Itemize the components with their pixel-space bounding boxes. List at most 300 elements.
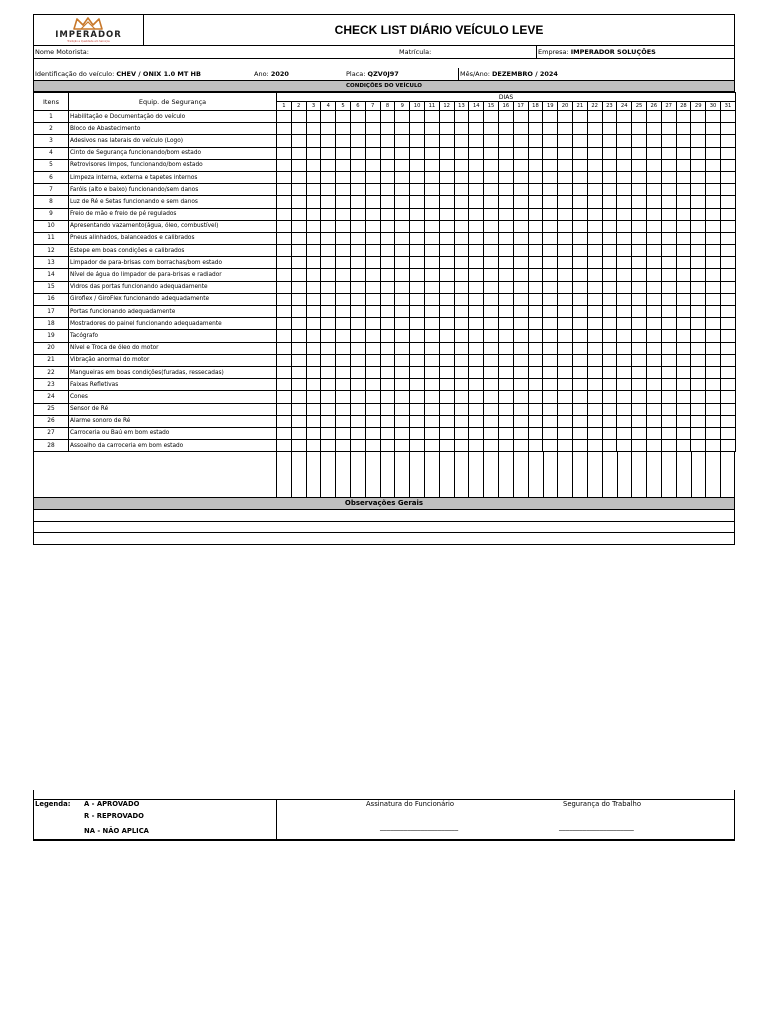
day-check-cell[interactable] [484, 208, 499, 220]
day-check-cell[interactable] [336, 111, 351, 123]
day-check-cell[interactable] [676, 196, 691, 208]
day-check-cell[interactable] [410, 427, 425, 439]
day-check-cell[interactable] [336, 427, 351, 439]
day-check-cell[interactable] [528, 379, 543, 391]
day-check-cell[interactable] [572, 330, 587, 342]
day-check-cell[interactable] [617, 330, 632, 342]
day-check-cell[interactable] [306, 232, 321, 244]
day-check-cell[interactable] [602, 208, 617, 220]
day-check-cell[interactable] [424, 366, 439, 378]
day-check-cell[interactable] [558, 123, 573, 135]
day-check-cell[interactable] [587, 257, 602, 269]
day-check-cell[interactable] [691, 171, 706, 183]
day-check-cell[interactable] [439, 354, 454, 366]
day-check-cell[interactable] [528, 220, 543, 232]
day-check-cell[interactable] [469, 342, 484, 354]
observacao-line[interactable] [33, 533, 735, 545]
day-check-cell[interactable] [720, 354, 735, 366]
day-check-cell[interactable] [291, 135, 306, 147]
day-check-cell[interactable] [395, 293, 410, 305]
day-check-cell[interactable] [424, 111, 439, 123]
day-check-cell[interactable] [720, 403, 735, 415]
day-check-cell[interactable] [380, 391, 395, 403]
day-check-cell[interactable] [691, 196, 706, 208]
day-check-cell[interactable] [528, 196, 543, 208]
day-check-cell[interactable] [277, 147, 292, 159]
day-check-cell[interactable] [336, 123, 351, 135]
day-check-cell[interactable] [306, 159, 321, 171]
day-check-cell[interactable] [277, 391, 292, 403]
day-check-cell[interactable] [306, 171, 321, 183]
day-check-cell[interactable] [365, 379, 380, 391]
day-check-cell[interactable] [380, 220, 395, 232]
day-check-cell[interactable] [454, 196, 469, 208]
day-check-cell[interactable] [380, 208, 395, 220]
day-check-cell[interactable] [424, 208, 439, 220]
day-check-cell[interactable] [277, 196, 292, 208]
day-check-cell[interactable] [706, 318, 721, 330]
day-check-cell[interactable] [602, 354, 617, 366]
day-check-cell[interactable] [617, 184, 632, 196]
day-check-cell[interactable] [617, 220, 632, 232]
day-check-cell[interactable] [321, 208, 336, 220]
day-check-cell[interactable] [336, 403, 351, 415]
day-check-cell[interactable] [617, 391, 632, 403]
day-check-cell[interactable] [691, 208, 706, 220]
day-check-cell[interactable] [558, 366, 573, 378]
day-check-cell[interactable] [706, 330, 721, 342]
day-check-cell[interactable] [277, 330, 292, 342]
day-check-cell[interactable] [291, 342, 306, 354]
day-check-cell[interactable] [513, 293, 528, 305]
day-check-cell[interactable] [380, 403, 395, 415]
day-check-cell[interactable] [720, 147, 735, 159]
day-check-cell[interactable] [572, 196, 587, 208]
day-check-cell[interactable] [469, 293, 484, 305]
day-check-cell[interactable] [291, 147, 306, 159]
day-check-cell[interactable] [706, 135, 721, 147]
day-check-cell[interactable] [454, 318, 469, 330]
day-check-cell[interactable] [410, 171, 425, 183]
day-check-cell[interactable] [558, 427, 573, 439]
day-check-cell[interactable] [380, 171, 395, 183]
day-check-cell[interactable] [484, 159, 499, 171]
day-check-cell[interactable] [365, 354, 380, 366]
day-check-cell[interactable] [395, 318, 410, 330]
day-check-cell[interactable] [321, 232, 336, 244]
day-check-cell[interactable] [661, 269, 676, 281]
day-check-cell[interactable] [646, 232, 661, 244]
day-check-cell[interactable] [646, 159, 661, 171]
day-check-cell[interactable] [646, 342, 661, 354]
day-check-cell[interactable] [661, 208, 676, 220]
day-check-cell[interactable] [277, 354, 292, 366]
day-check-cell[interactable] [439, 379, 454, 391]
day-check-cell[interactable] [439, 281, 454, 293]
day-check-cell[interactable] [661, 293, 676, 305]
day-check-cell[interactable] [365, 269, 380, 281]
day-check-cell[interactable] [587, 415, 602, 427]
day-check-cell[interactable] [350, 403, 365, 415]
day-check-cell[interactable] [439, 123, 454, 135]
day-check-cell[interactable] [277, 293, 292, 305]
day-check-cell[interactable] [661, 135, 676, 147]
day-check-cell[interactable] [646, 427, 661, 439]
day-check-cell[interactable] [558, 220, 573, 232]
day-check-cell[interactable] [676, 257, 691, 269]
day-check-cell[interactable] [350, 440, 365, 452]
day-check-cell[interactable] [720, 342, 735, 354]
day-check-cell[interactable] [439, 257, 454, 269]
day-check-cell[interactable] [646, 306, 661, 318]
day-check-cell[interactable] [291, 171, 306, 183]
day-check-cell[interactable] [277, 366, 292, 378]
day-check-cell[interactable] [350, 391, 365, 403]
day-check-cell[interactable] [277, 220, 292, 232]
assinatura-line[interactable]: _______________________ [380, 823, 459, 831]
day-check-cell[interactable] [572, 220, 587, 232]
day-check-cell[interactable] [484, 330, 499, 342]
seguranca-line[interactable]: ______________________ [559, 823, 634, 831]
day-check-cell[interactable] [424, 232, 439, 244]
day-check-cell[interactable] [306, 427, 321, 439]
day-check-cell[interactable] [587, 330, 602, 342]
day-check-cell[interactable] [617, 318, 632, 330]
day-check-cell[interactable] [469, 208, 484, 220]
day-check-cell[interactable] [691, 147, 706, 159]
day-check-cell[interactable] [646, 281, 661, 293]
day-check-cell[interactable] [410, 415, 425, 427]
day-check-cell[interactable] [380, 440, 395, 452]
day-check-cell[interactable] [395, 220, 410, 232]
day-check-cell[interactable] [572, 318, 587, 330]
day-check-cell[interactable] [365, 171, 380, 183]
day-check-cell[interactable] [558, 440, 573, 452]
day-check-cell[interactable] [321, 184, 336, 196]
day-check-cell[interactable] [513, 391, 528, 403]
day-check-cell[interactable] [558, 147, 573, 159]
day-check-cell[interactable] [706, 293, 721, 305]
day-check-cell[interactable] [277, 318, 292, 330]
day-check-cell[interactable] [277, 342, 292, 354]
day-check-cell[interactable] [528, 147, 543, 159]
day-check-cell[interactable] [720, 220, 735, 232]
day-check-cell[interactable] [706, 281, 721, 293]
day-check-cell[interactable] [469, 232, 484, 244]
day-check-cell[interactable] [646, 354, 661, 366]
day-check-cell[interactable] [706, 379, 721, 391]
day-check-cell[interactable] [587, 281, 602, 293]
day-check-cell[interactable] [306, 184, 321, 196]
day-check-cell[interactable] [291, 415, 306, 427]
day-check-cell[interactable] [395, 159, 410, 171]
day-check-cell[interactable] [484, 318, 499, 330]
day-check-cell[interactable] [365, 306, 380, 318]
day-check-cell[interactable] [720, 440, 735, 452]
day-check-cell[interactable] [439, 196, 454, 208]
day-check-cell[interactable] [602, 281, 617, 293]
day-check-cell[interactable] [691, 403, 706, 415]
day-check-cell[interactable] [395, 379, 410, 391]
day-check-cell[interactable] [661, 232, 676, 244]
day-check-cell[interactable] [632, 342, 647, 354]
day-check-cell[interactable] [587, 427, 602, 439]
day-check-cell[interactable] [469, 269, 484, 281]
day-check-cell[interactable] [513, 220, 528, 232]
day-check-cell[interactable] [380, 111, 395, 123]
day-check-cell[interactable] [661, 403, 676, 415]
day-check-cell[interactable] [706, 111, 721, 123]
day-check-cell[interactable] [543, 220, 558, 232]
day-check-cell[interactable] [498, 366, 513, 378]
day-check-cell[interactable] [617, 257, 632, 269]
day-check-cell[interactable] [602, 379, 617, 391]
day-check-cell[interactable] [424, 330, 439, 342]
day-check-cell[interactable] [558, 318, 573, 330]
day-check-cell[interactable] [543, 379, 558, 391]
day-check-cell[interactable] [336, 306, 351, 318]
day-check-cell[interactable] [513, 379, 528, 391]
day-check-cell[interactable] [395, 269, 410, 281]
day-check-cell[interactable] [602, 171, 617, 183]
day-check-cell[interactable] [498, 135, 513, 147]
day-check-cell[interactable] [439, 391, 454, 403]
day-check-cell[interactable] [424, 171, 439, 183]
day-check-cell[interactable] [587, 293, 602, 305]
day-check-cell[interactable] [632, 257, 647, 269]
day-check-cell[interactable] [558, 354, 573, 366]
day-check-cell[interactable] [528, 415, 543, 427]
day-check-cell[interactable] [513, 330, 528, 342]
day-check-cell[interactable] [350, 354, 365, 366]
day-check-cell[interactable] [306, 208, 321, 220]
day-check-cell[interactable] [543, 196, 558, 208]
day-check-cell[interactable] [572, 245, 587, 257]
day-check-cell[interactable] [632, 440, 647, 452]
day-check-cell[interactable] [410, 147, 425, 159]
day-check-cell[interactable] [528, 330, 543, 342]
day-check-cell[interactable] [587, 123, 602, 135]
day-check-cell[interactable] [484, 379, 499, 391]
day-check-cell[interactable] [439, 245, 454, 257]
day-check-cell[interactable] [691, 269, 706, 281]
day-check-cell[interactable] [291, 232, 306, 244]
day-check-cell[interactable] [572, 135, 587, 147]
day-check-cell[interactable] [661, 391, 676, 403]
day-check-cell[interactable] [336, 281, 351, 293]
day-check-cell[interactable] [484, 257, 499, 269]
day-check-cell[interactable] [321, 245, 336, 257]
day-check-cell[interactable] [661, 281, 676, 293]
day-check-cell[interactable] [706, 403, 721, 415]
day-check-cell[interactable] [498, 342, 513, 354]
day-check-cell[interactable] [321, 220, 336, 232]
day-check-cell[interactable] [439, 184, 454, 196]
day-check-cell[interactable] [395, 196, 410, 208]
day-check-cell[interactable] [720, 293, 735, 305]
day-check-cell[interactable] [484, 111, 499, 123]
day-check-cell[interactable] [617, 415, 632, 427]
day-check-cell[interactable] [469, 184, 484, 196]
day-check-cell[interactable] [484, 366, 499, 378]
day-check-cell[interactable] [661, 440, 676, 452]
day-check-cell[interactable] [454, 391, 469, 403]
day-check-cell[interactable] [321, 171, 336, 183]
day-check-cell[interactable] [617, 342, 632, 354]
day-check-cell[interactable] [484, 415, 499, 427]
day-check-cell[interactable] [676, 159, 691, 171]
day-check-cell[interactable] [720, 123, 735, 135]
day-check-cell[interactable] [291, 379, 306, 391]
day-check-cell[interactable] [365, 281, 380, 293]
day-check-cell[interactable] [528, 257, 543, 269]
day-check-cell[interactable] [439, 366, 454, 378]
day-check-cell[interactable] [336, 245, 351, 257]
day-check-cell[interactable] [410, 208, 425, 220]
day-check-cell[interactable] [558, 171, 573, 183]
day-check-cell[interactable] [277, 306, 292, 318]
day-check-cell[interactable] [691, 427, 706, 439]
day-check-cell[interactable] [513, 245, 528, 257]
day-check-cell[interactable] [498, 281, 513, 293]
day-check-cell[interactable] [454, 220, 469, 232]
day-check-cell[interactable] [350, 184, 365, 196]
day-check-cell[interactable] [691, 245, 706, 257]
day-check-cell[interactable] [691, 232, 706, 244]
day-check-cell[interactable] [646, 196, 661, 208]
day-check-cell[interactable] [439, 171, 454, 183]
day-check-cell[interactable] [469, 196, 484, 208]
day-check-cell[interactable] [617, 293, 632, 305]
day-check-cell[interactable] [720, 427, 735, 439]
day-check-cell[interactable] [498, 293, 513, 305]
day-check-cell[interactable] [646, 245, 661, 257]
day-check-cell[interactable] [424, 184, 439, 196]
day-check-cell[interactable] [528, 306, 543, 318]
day-check-cell[interactable] [336, 184, 351, 196]
day-check-cell[interactable] [454, 415, 469, 427]
day-check-cell[interactable] [602, 159, 617, 171]
day-check-cell[interactable] [380, 415, 395, 427]
day-check-cell[interactable] [306, 330, 321, 342]
day-check-cell[interactable] [439, 318, 454, 330]
day-check-cell[interactable] [321, 159, 336, 171]
day-check-cell[interactable] [291, 366, 306, 378]
day-check-cell[interactable] [706, 306, 721, 318]
day-check-cell[interactable] [632, 208, 647, 220]
day-check-cell[interactable] [454, 232, 469, 244]
day-check-cell[interactable] [661, 184, 676, 196]
day-check-cell[interactable] [691, 184, 706, 196]
day-check-cell[interactable] [395, 415, 410, 427]
day-check-cell[interactable] [558, 159, 573, 171]
day-check-cell[interactable] [602, 391, 617, 403]
day-check-cell[interactable] [543, 281, 558, 293]
day-check-cell[interactable] [676, 318, 691, 330]
day-check-cell[interactable] [439, 135, 454, 147]
day-check-cell[interactable] [380, 184, 395, 196]
day-check-cell[interactable] [617, 440, 632, 452]
day-check-cell[interactable] [587, 111, 602, 123]
day-check-cell[interactable] [336, 379, 351, 391]
day-check-cell[interactable] [321, 366, 336, 378]
day-check-cell[interactable] [572, 391, 587, 403]
day-check-cell[interactable] [484, 123, 499, 135]
day-check-cell[interactable] [439, 293, 454, 305]
day-check-cell[interactable] [350, 257, 365, 269]
day-check-cell[interactable] [706, 354, 721, 366]
day-check-cell[interactable] [602, 196, 617, 208]
day-check-cell[interactable] [306, 403, 321, 415]
day-check-cell[interactable] [706, 269, 721, 281]
day-check-cell[interactable] [350, 342, 365, 354]
day-check-cell[interactable] [543, 354, 558, 366]
day-check-cell[interactable] [676, 184, 691, 196]
day-check-cell[interactable] [498, 147, 513, 159]
day-check-cell[interactable] [691, 293, 706, 305]
day-check-cell[interactable] [646, 171, 661, 183]
day-check-cell[interactable] [484, 427, 499, 439]
day-check-cell[interactable] [706, 415, 721, 427]
day-check-cell[interactable] [365, 123, 380, 135]
day-check-cell[interactable] [632, 232, 647, 244]
day-check-cell[interactable] [410, 306, 425, 318]
day-check-cell[interactable] [365, 220, 380, 232]
day-check-cell[interactable] [498, 415, 513, 427]
day-check-cell[interactable] [365, 245, 380, 257]
day-check-cell[interactable] [321, 330, 336, 342]
day-check-cell[interactable] [661, 366, 676, 378]
day-check-cell[interactable] [277, 257, 292, 269]
day-check-cell[interactable] [602, 220, 617, 232]
day-check-cell[interactable] [469, 440, 484, 452]
day-check-cell[interactable] [632, 159, 647, 171]
day-check-cell[interactable] [439, 330, 454, 342]
day-check-cell[interactable] [277, 171, 292, 183]
day-check-cell[interactable] [513, 281, 528, 293]
day-check-cell[interactable] [350, 379, 365, 391]
day-check-cell[interactable] [277, 123, 292, 135]
day-check-cell[interactable] [469, 245, 484, 257]
day-check-cell[interactable] [291, 281, 306, 293]
day-check-cell[interactable] [395, 281, 410, 293]
day-check-cell[interactable] [306, 257, 321, 269]
day-check-cell[interactable] [306, 135, 321, 147]
day-check-cell[interactable] [558, 208, 573, 220]
day-check-cell[interactable] [321, 281, 336, 293]
day-check-cell[interactable] [365, 111, 380, 123]
day-check-cell[interactable] [513, 440, 528, 452]
day-check-cell[interactable] [661, 196, 676, 208]
day-check-cell[interactable] [291, 257, 306, 269]
day-check-cell[interactable] [454, 366, 469, 378]
day-check-cell[interactable] [277, 111, 292, 123]
day-check-cell[interactable] [291, 159, 306, 171]
day-check-cell[interactable] [410, 245, 425, 257]
day-check-cell[interactable] [572, 403, 587, 415]
day-check-cell[interactable] [676, 391, 691, 403]
day-check-cell[interactable] [720, 330, 735, 342]
day-check-cell[interactable] [513, 269, 528, 281]
day-check-cell[interactable] [558, 196, 573, 208]
day-check-cell[interactable] [365, 342, 380, 354]
day-check-cell[interactable] [439, 147, 454, 159]
day-check-cell[interactable] [602, 232, 617, 244]
day-check-cell[interactable] [469, 135, 484, 147]
day-check-cell[interactable] [291, 269, 306, 281]
day-check-cell[interactable] [291, 318, 306, 330]
day-check-cell[interactable] [350, 111, 365, 123]
